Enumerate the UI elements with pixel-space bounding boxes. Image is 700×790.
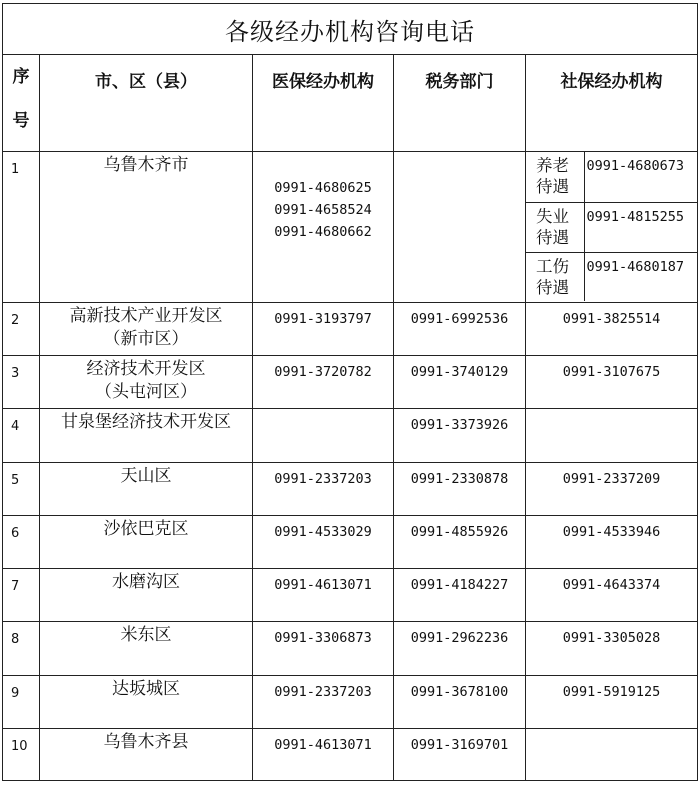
tax-phone: 0991-3740129 [394,356,526,409]
area-header: 市、区（县） [40,55,253,152]
area-line: 甘泉堡经济技术开发区 [61,412,231,432]
medical-phone: 0991-2337203 [253,676,394,729]
medical-phone: 0991-4533029 [253,516,394,569]
row-number: 1 [3,152,40,303]
medical-phone: 0991-4613071 [253,569,394,622]
area-line: 达坂城区 [112,679,180,699]
area-name [40,622,253,676]
tax-phone: 0991-6992536 [394,303,526,356]
area-line: 水磨沟区 [112,572,180,592]
social-header: 社保经办机构 [526,55,698,152]
table-row [3,356,698,409]
area-name [40,463,253,516]
category-label: 工伤 待遇 [526,252,584,301]
sub-row [526,152,697,202]
tax-phone: 0991-3169701 [394,729,526,781]
tax-phone: 0991-2330878 [394,463,526,516]
area-line: 米东区 [120,625,172,645]
social-phone: 0991-5919125 [526,676,698,729]
title-row [3,4,698,55]
tax-phone: 0991-2962236 [394,622,526,676]
row-number: 4 [3,409,40,463]
social-subtable-cell [526,152,698,303]
row-number: 10 [3,729,40,781]
area-name [40,569,253,622]
table-row [3,569,698,622]
area-line: 经济技术开发区 [86,359,206,379]
social-phone: 0991-4643374 [526,569,698,622]
area-name [40,303,253,356]
contact-table [2,3,698,781]
area-line-sub: （新市区） [103,329,189,349]
social-phone: 0991-2337209 [526,463,698,516]
social-phone: 0991-3107675 [526,356,698,409]
row-number: 3 [3,356,40,409]
area-name [40,409,253,463]
tax-phone: 0991-4184227 [394,569,526,622]
phone-number: 0991-4680662 [274,224,372,240]
seq-header [3,55,40,152]
table-row [3,516,698,569]
area-name [40,676,253,729]
phone-number: 0991-4680625 [274,180,372,196]
table-row [3,303,698,356]
table-row [3,729,698,781]
social-phone: 0991-3305028 [526,622,698,676]
medical-phone: 0991-3306873 [253,622,394,676]
medical-phone: 0991-2337203 [253,463,394,516]
medical-header: 医保经办机构 [253,55,394,152]
medical-phones [253,152,394,303]
area-line: 乌鲁木齐县 [103,732,189,752]
medical-phone: 0991-4613071 [253,729,394,781]
row-number: 5 [3,463,40,516]
row-number: 8 [3,622,40,676]
table-row [3,409,698,463]
tax-phone: 0991-3373926 [394,409,526,463]
area-name [40,356,253,409]
area-line: 高新技术产业开发区 [69,306,223,326]
area-name [40,516,253,569]
social-phone [526,409,698,463]
area-line: 沙依巴克区 [103,519,189,539]
row-number: 6 [3,516,40,569]
table-row [3,622,698,676]
area-line-sub: （头屯河区） [95,382,197,402]
tax-header: 税务部门 [394,55,526,152]
social-subtable [526,152,697,301]
medical-phone: 0991-3720782 [253,356,394,409]
seq-header-bottom: 号 [12,111,30,131]
tax-phone: 0991-4855926 [394,516,526,569]
sub-row [526,252,697,301]
category-label: 失业 待遇 [526,202,584,252]
medical-phone: 0991-3193797 [253,303,394,356]
category-label: 养老 待遇 [526,152,584,202]
area-name: 乌鲁木齐市 [40,152,253,303]
phone-number: 0991-4815255 [584,202,697,252]
seq-header-top: 序 [12,67,30,87]
row-number: 7 [3,569,40,622]
social-phone: 0991-3825514 [526,303,698,356]
area-line: 天山区 [120,466,172,486]
table-row [3,676,698,729]
social-phone: 0991-4533946 [526,516,698,569]
table-row [3,463,698,516]
phone-number: 0991-4680187 [584,252,697,301]
row-number: 2 [3,303,40,356]
tax-phone [394,152,526,303]
area-name [40,729,253,781]
sub-row [526,202,697,252]
tax-phone: 0991-3678100 [394,676,526,729]
medical-phone [253,409,394,463]
social-phone [526,729,698,781]
phone-number: 0991-4680673 [584,152,697,202]
phone-number: 0991-4658524 [274,202,372,218]
table-title: 各级经办机构咨询电话 [3,4,698,55]
header-row [3,55,698,152]
table-row [3,152,698,303]
row-number: 9 [3,676,40,729]
